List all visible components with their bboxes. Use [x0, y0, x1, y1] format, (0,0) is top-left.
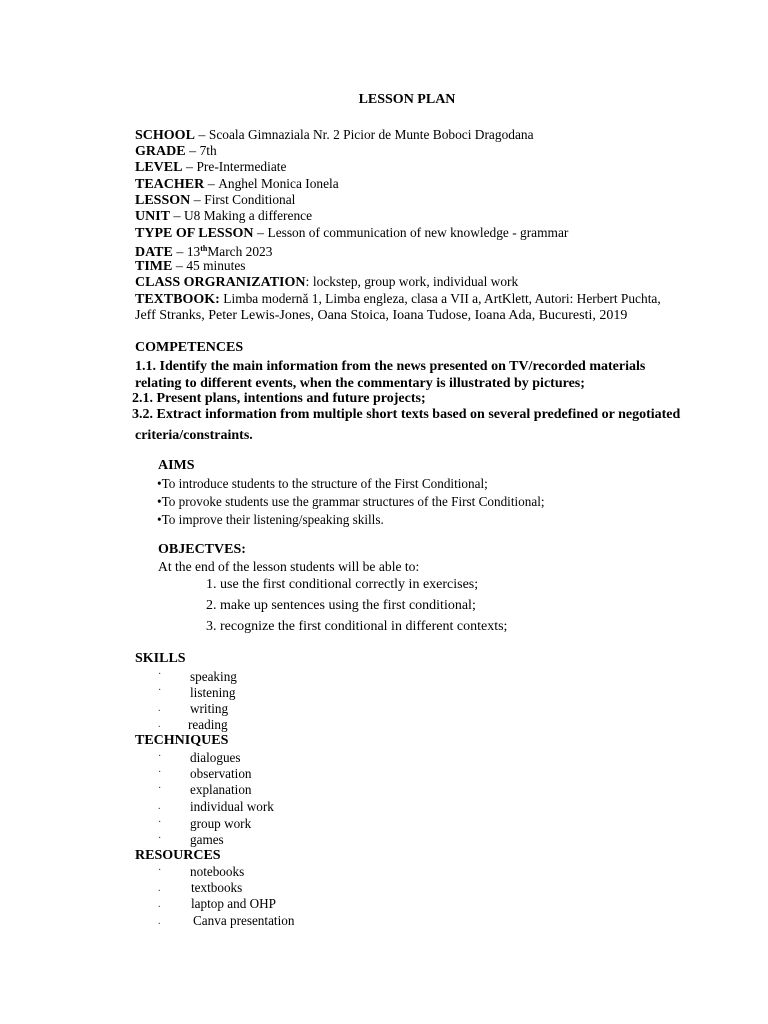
- header-value-suffix: th: [200, 244, 208, 253]
- header-value: First Conditional: [204, 192, 296, 207]
- header-label: LESSON: [135, 193, 191, 208]
- techniques-item: individual work: [190, 799, 274, 814]
- list-mark: ·: [158, 817, 162, 828]
- objective-item: 3. recognize the first conditional in different contexts;: [206, 619, 508, 634]
- resources-item: laptop and OHP: [191, 896, 276, 911]
- objective-item: 1. use the first conditional correctly in exercises;: [206, 577, 479, 592]
- objectives-intro: At the end of the lesson students will be able to:: [158, 559, 420, 574]
- skills-item: reading: [188, 717, 228, 732]
- header-sep: –: [182, 160, 197, 175]
- techniques-item: observation: [190, 766, 252, 781]
- header-label: TEXTBOOK:: [135, 292, 220, 307]
- header-value: lockstep, group work, individual work: [312, 274, 519, 289]
- list-mark: .: [158, 801, 161, 812]
- header-label: LEVEL: [135, 160, 183, 175]
- resources-item: notebooks: [190, 864, 245, 879]
- header-value: Pre-Intermediate: [196, 159, 287, 174]
- aims-item: [157, 476, 488, 492]
- header-value-day: 13: [186, 244, 201, 259]
- techniques-item: group work: [190, 816, 252, 831]
- header-value: Scoala Gimnaziala Nr. 2 Picior de Munte Boboci Dragodana: [208, 127, 534, 142]
- skills-heading: SKILLS: [135, 651, 186, 666]
- bullet-icon: •: [157, 476, 162, 491]
- header-label: SCHOOL: [135, 128, 195, 143]
- header-sep: –: [172, 245, 187, 260]
- header-label: UNIT: [135, 209, 171, 224]
- techniques-item: dialogues: [190, 750, 241, 765]
- header-row-level: [135, 158, 286, 176]
- header-sep: –: [204, 177, 219, 192]
- skills-item: listening: [190, 685, 236, 700]
- bullet-icon: •: [157, 512, 162, 527]
- header-value: U8 Making a difference: [184, 208, 313, 223]
- techniques-item: games: [190, 832, 224, 847]
- aims-item: [157, 512, 384, 528]
- list-mark: .: [158, 916, 161, 927]
- list-mark: ·: [158, 669, 162, 680]
- header-value: Lesson of communication of new knowledge - grammar: [267, 225, 569, 240]
- techniques-item: explanation: [190, 782, 252, 797]
- techniques-heading: TECHNIQUES: [135, 733, 229, 748]
- header-row-class-organization: [135, 273, 518, 291]
- skills-item: speaking: [190, 669, 237, 684]
- header-value: Limba modernă 1, Limba engleza, clasa a VII a, ArtKlett, Autori: Herbert Puchta,: [223, 291, 661, 306]
- header-value: 7th: [199, 143, 217, 158]
- header-label: DATE: [135, 245, 173, 260]
- resources-item: Canva presentation: [193, 913, 295, 928]
- header-value: Anghel Monica Ionela: [218, 176, 339, 191]
- resources-heading: RESOURCES: [135, 848, 221, 863]
- header-sep: –: [194, 128, 209, 143]
- header-row-textbook: [135, 290, 661, 308]
- page-title: LESSON PLAN: [358, 92, 456, 107]
- header-sep: –: [172, 259, 187, 274]
- list-mark: ·: [158, 865, 162, 876]
- objective-item: 2. make up sentences using the first conditional;: [206, 598, 476, 613]
- header-label: TYPE OF LESSON: [135, 226, 254, 241]
- list-mark: ·: [158, 833, 162, 844]
- aims-item-text: To provoke students use the grammar structures of the First Conditional;: [161, 494, 545, 509]
- list-mark: ·: [158, 685, 162, 696]
- header-sep: –: [185, 144, 200, 159]
- header-value: 45 minutes: [186, 258, 246, 273]
- list-mark: .: [158, 899, 161, 910]
- competence-line: relating to different events, when the commentary is illustrated by pictures;: [135, 376, 585, 391]
- header-sep: :: [305, 275, 313, 290]
- header-label: TEACHER: [135, 177, 205, 192]
- header-sep: –: [170, 209, 185, 224]
- resources-item: textbooks: [191, 880, 243, 895]
- bullet-icon: •: [157, 494, 162, 509]
- list-mark: ·: [158, 751, 162, 762]
- aims-item: [157, 494, 545, 510]
- textbook-line-2: Jeff Stranks, Peter Lewis-Jones, Oana Stoica, Ioana Tudose, Ioana Ada, Bucuresti, 2019: [135, 308, 628, 323]
- aims-item-text: To improve their listening/speaking skills.: [161, 512, 384, 527]
- header-label: CLASS ORGRANIZATION: [135, 275, 306, 290]
- objectives-heading: OBJECTVES:: [158, 542, 246, 557]
- header-sep: –: [253, 226, 268, 241]
- list-mark: ·: [158, 783, 162, 794]
- competence-line: 3.2. Extract information from multiple short texts based on several predefined or negotiated: [132, 407, 681, 422]
- skills-item: writing: [190, 701, 229, 716]
- competence-line: criteria/constraints.: [135, 428, 253, 443]
- list-mark: .: [158, 883, 161, 894]
- competences-heading: COMPETENCES: [135, 340, 244, 355]
- header-label: GRADE: [135, 144, 186, 159]
- competence-line: 1.1. Identify the main information from the news presented on TV/recorded materials: [135, 359, 646, 374]
- header-label: TIME: [135, 259, 173, 274]
- header-value: March 2023: [207, 244, 273, 259]
- header-sep: –: [190, 193, 205, 208]
- header-row-unit: [135, 207, 312, 225]
- list-mark: .: [158, 719, 161, 730]
- aims-item-text: To introduce students to the structure of the First Conditional;: [161, 476, 488, 491]
- list-mark: ·: [158, 767, 162, 778]
- aims-heading: AIMS: [158, 458, 195, 473]
- competence-line: 2.1. Present plans, intentions and future projects;: [132, 391, 426, 406]
- list-mark: .: [158, 703, 161, 714]
